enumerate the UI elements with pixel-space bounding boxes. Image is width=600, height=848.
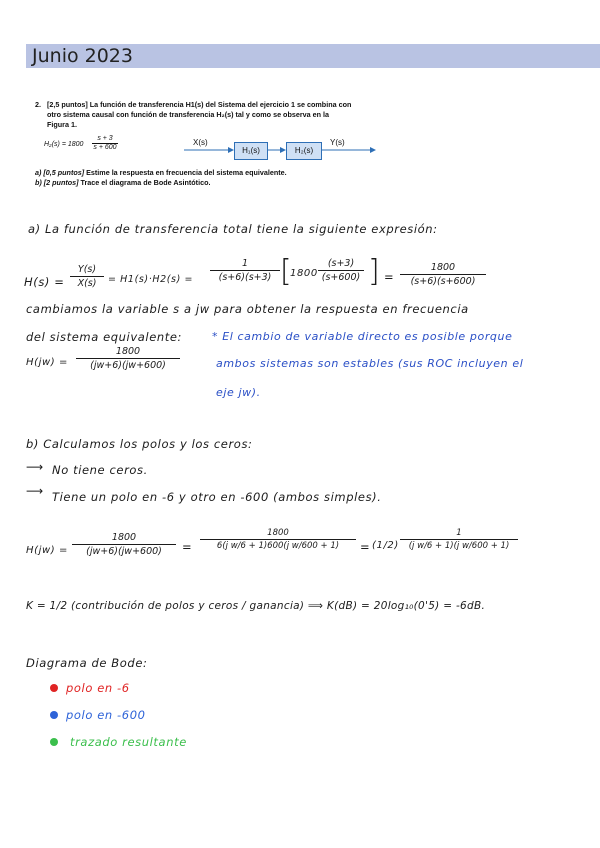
item-b: b) [2 puntos] Trace el diagrama de Bode Asintótico.: [35, 178, 211, 187]
bracket-left: [: [280, 254, 293, 289]
formula-lhs: H₂(s) = 1800: [44, 141, 84, 148]
eq1-equals: =: [384, 270, 395, 284]
eq2-eq1: =: [182, 540, 193, 554]
problem-number: 2.: [35, 100, 41, 109]
eq1-frac2: 1 (s+6)(s+3): [210, 258, 280, 283]
legend-green-marker: [50, 738, 58, 746]
note-a-intro: a) La función de transferencia total tiene la siguiente expresión:: [28, 222, 438, 236]
bracket-right: ]: [368, 254, 381, 289]
hjw-frac: 1800 (jw+6)(jw+600): [76, 346, 180, 371]
problem-line-1: [2,5 puntos] La función de transferencia H1(s) del Sistema del ejercicio 1 se combina con: [47, 100, 352, 109]
legend-red-marker: [50, 684, 58, 692]
problem-line-3: Figura 1.: [47, 120, 77, 129]
block-diagram-arrows: [180, 140, 390, 160]
page-title: Junio 2023: [32, 45, 133, 67]
eq1-mid: = H1(s)·H2(s) =: [108, 274, 194, 285]
formula-den: s + 600: [93, 144, 117, 151]
note-change-2: del sistema equivalente:: [26, 330, 183, 344]
eq2-eq2: =: [360, 540, 371, 554]
block-x-label: X(s): [193, 138, 208, 147]
note-blue-1: * El cambio de variable directo es posible porque: [212, 330, 513, 343]
block-h1: H₁(s): [234, 142, 268, 160]
eq1-frac3: (s+3) (s+600): [318, 258, 364, 283]
hjw-lhs: H(jw) =: [26, 357, 69, 368]
legend-blue-marker: [50, 711, 58, 719]
eq2-frac1: 1800 (jw+6)(jw+600): [72, 532, 176, 557]
note-blue-2: ambos sistemas son estables (sus ROC incluyen el: [216, 357, 524, 370]
eq2-frac2: 1800 6(j w/6 + 1)600(j w/600 + 1): [200, 528, 356, 551]
note-b-intro: b) Calculamos los polos y los ceros:: [26, 437, 253, 451]
note-blue-3: eje jw).: [216, 386, 261, 399]
formula-num: s + 3: [92, 135, 118, 144]
block-h2: H₂(s): [286, 142, 322, 160]
eq1-lhs: H(s) =: [24, 275, 65, 289]
block-y-label: Y(s): [330, 138, 345, 147]
eq2-half: (1/2): [372, 540, 399, 551]
note-k-line: K = 1/2 (contribución de polos y ceros / ganancia) ⟹ K(dB) = 20log₁₀(0'5) = -6dB.: [26, 600, 486, 612]
eq1-1800: 1800: [290, 268, 318, 279]
legend-green: trazado resultante: [70, 735, 187, 749]
note-bode-title: Diagrama de Bode:: [26, 656, 148, 670]
note-b-item-1: No tiene ceros.: [52, 463, 148, 477]
eq1-frac4: 1800 (s+6)(s+600): [400, 262, 486, 287]
note-b-item-2: Tiene un polo en -6 y otro en -600 (ambos simples).: [52, 490, 382, 504]
eq2-frac3: 1 (j w/6 + 1)(j w/600 + 1): [400, 528, 518, 551]
eq2-lhs: H(jw) =: [26, 545, 69, 556]
eq1-frac1: Y(s) X(s): [70, 264, 104, 289]
item-a: a) [0,5 puntos] Estime la respuesta en frecuencia del sistema equivalente.: [35, 168, 287, 177]
problem-statement: [30, 98, 382, 194]
arrow-icon: ⟶: [26, 460, 44, 474]
legend-red: polo en -6: [66, 681, 130, 695]
note-change-1: cambiamos la variable s a jw para obtener la respuesta en frecuencia: [26, 302, 469, 316]
problem-line-2: otro sistema causal con función de transferencia H₂(s) tal y como se observa en la: [47, 110, 330, 119]
legend-blue: polo en -600: [66, 708, 146, 722]
arrow-icon: ⟶: [26, 484, 44, 498]
